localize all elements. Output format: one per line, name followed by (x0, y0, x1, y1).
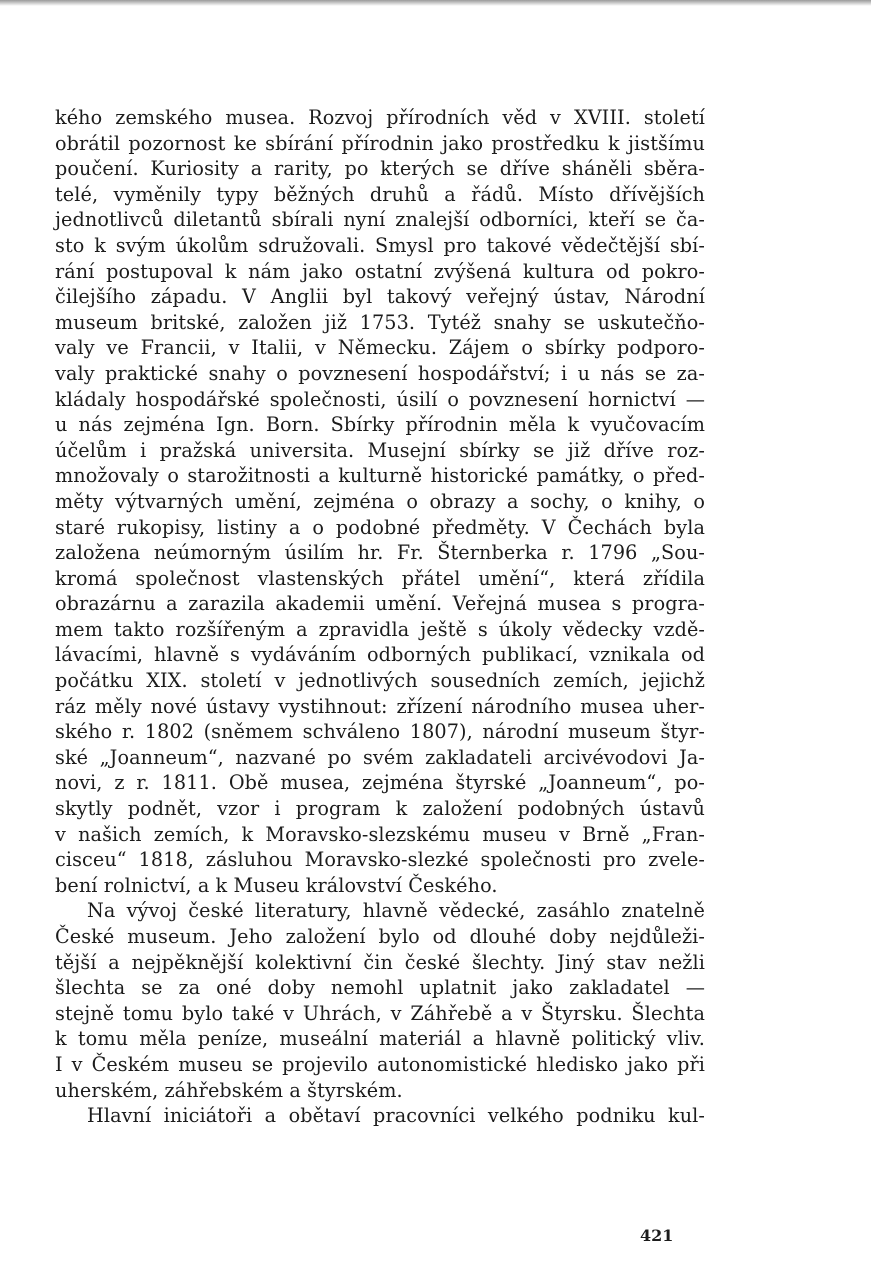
text-line: Hlavní iniciátoři a obětaví pracovníci velkého podniku kul- (87, 1104, 705, 1128)
text-line: v našich zemích, k Moravsko-slezskému museu v Brně „Fran- (55, 822, 705, 846)
text-line: valy ve Francii, v Italii, v Německu. Zájem o sbírky podporo- (55, 336, 705, 360)
text-line: Na vývoj české literatury, hlavně vědecké, zasáhlo znatelně (87, 899, 705, 923)
text-line: lávacími, hlavně s vydáváním odborných publikací, vznikala od (55, 643, 705, 667)
text-line: účelům i pražská universita. Musejní sbírky se již dříve roz- (55, 438, 705, 462)
text-line: kého zemského musea. Rozvoj přírodních věd v XVIII. století (55, 106, 705, 129)
text-line: I v Českém museu se projevilo autonomistické hledisko jako při (55, 1052, 705, 1076)
text-line: museum britské, založen již 1753. Tytéž snahy se uskutečňo- (55, 310, 705, 334)
text-line: stejně tomu bylo také v Uhrách, v Záhřebě a v Štyrsku. Šlechta (55, 1001, 705, 1025)
text-line: tější a nejpěknější kolektivní čin české šlechty. Jiný stav nežli (55, 950, 705, 974)
text-line: sto k svým úkolům sdružovali. Smysl pro takové vědečtější sbí- (55, 233, 705, 257)
text-line: k tomu měla peníze, museální materiál a hlavně politický vliv. (55, 1027, 705, 1051)
text-line: cisceu“ 1818, zásluhou Moravsko-slezké společnosti pro zvele- (55, 848, 705, 872)
text-line: poučení. Kuriosity a rarity, po kterých se dříve sháněli sběra- (55, 157, 705, 181)
scan-edge (0, 0, 871, 6)
text-line: mem takto rozšířeným a zpravidla ještě s úkoly vědecky vzdě- (55, 617, 705, 641)
text-line: množovaly o starožitnosti a kulturně historické památky, o před- (55, 464, 705, 488)
text-line: ráz měly nové ústavy vystihnout: zřízení národního musea uher- (55, 694, 705, 718)
text-line: novi, z r. 1811. Obě musea, zejména štyrské „Joanneum“, po- (55, 771, 705, 795)
text-line: měty výtvarných umění, zejména o obrazy a sochy, o knihy, o (55, 489, 705, 513)
text-line: obrazárnu a zarazila akademii umění. Veřejná musea s progra- (55, 592, 705, 616)
text-line: kládaly hospodářské společnosti, úsilí o povznesení hornictví — (55, 387, 705, 411)
text-line: založena neúmorným úsilím hr. Fr. Šternberka r. 1796 „Sou- (55, 541, 705, 565)
text-line: telé, vyměnily typy běžných druhů a řádů. Místo dřívějších (55, 182, 705, 206)
text-line: České museum. Jeho založení bylo od dlouhé doby nejdůleži- (55, 925, 705, 948)
text-line: skytly podnět, vzor i program k založení podobných ústavů (55, 797, 705, 821)
text-line: bení rolnictví, a k Museu království Českého. (55, 873, 498, 897)
text-line: uherském, záhřebském a štyrském. (55, 1078, 403, 1102)
text-line: u nás zejména Ign. Born. Sbírky přírodnin měla k vyučovacím (55, 413, 705, 437)
text-line: rání postupoval k nám jako ostatní zvýšená kultura od pokro- (55, 259, 705, 283)
text-line: obrátil pozornost ke sbírání přírodnin jako prostředku k jistšímu (55, 131, 705, 155)
page-text (55, 105, 705, 1129)
text-line: kromá společnost vlastenských přátel umění“, která zřídila (55, 566, 705, 590)
text-line: ského r. 1802 (sněmem schváleno 1807), národní museum štyr- (55, 720, 705, 744)
text-line: šlechta se za oné doby nemohl uplatnit jako zakladatel — (55, 976, 705, 1000)
text-line: počátku XIX. století v jednotlivých sousedních zemích, jejichž (55, 669, 705, 693)
text-line: valy praktické snahy o povznesení hospodářství; i u nás se za- (55, 361, 705, 385)
text-line: ské „Joanneum“, nazvané po svém zakladateli arcivévodovi Ja- (55, 745, 705, 769)
text-line: staré rukopisy, listiny a o podobné předměty. V Čechách byla (55, 515, 705, 539)
text-line: čilejšího západu. V Anglii byl takový veřejný ústav, Národní (55, 285, 705, 309)
text-line: jednotlivců diletantů sbírali nyní znalejší odborníci, kteří se ča- (55, 208, 705, 232)
page-number: 421 (640, 1226, 674, 1245)
